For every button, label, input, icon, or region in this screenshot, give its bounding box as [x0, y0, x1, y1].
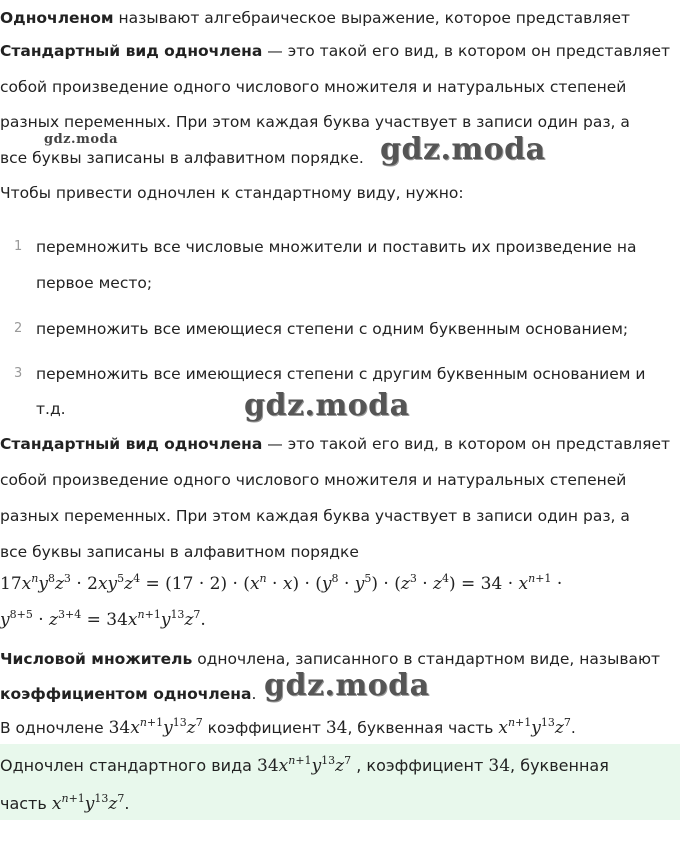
text-line: разных переменных. При этом каждая буква участвует в записи один раз, а: [0, 507, 630, 525]
term-monomial: Одночленом: [0, 9, 114, 27]
definition-standard-form: Стандартный вид одночлена — это такой его вид, в котором он представляет: [0, 42, 671, 60]
term-coefficient: коэффициентом одночлена: [0, 685, 252, 703]
text-line: разных переменных. При этом каждая буква участвует в записи один раз, а: [0, 113, 630, 131]
text-line: все буквы записаны в алфавитном порядке.: [0, 149, 364, 167]
text-line: Чтобы привести одночлен к стандартному виду, нужно:: [0, 184, 464, 202]
definition-monomial: Одночленом называют алгебраическое выражение, которое представляет: [0, 9, 631, 27]
definition-standard-form: Стандартный вид одночлена — это такой его вид, в котором он представляет: [0, 435, 671, 453]
text-line: собой произведение одного числового множителя и натуральных степеней: [0, 78, 627, 96]
summary-line-1: Одночлен стандартного вида $34x^{n+1}y^{13}z^7$ , коэффициент 34, буквенная: [0, 754, 609, 776]
list-number: 2: [14, 321, 23, 336]
list-number: 3: [14, 366, 23, 381]
definition-coefficient: Числовой множитель одночлена, записанного в стандартном виде, называют: [0, 650, 661, 668]
watermark: gdz.moda: [380, 132, 546, 167]
term-standard-form: Стандартный вид одночлена: [0, 42, 263, 60]
definition-coefficient-2: коэффициентом одночлена.: [0, 685, 257, 703]
text-line: собой произведение одного числового множителя и натуральных степеней: [0, 471, 627, 489]
watermark: gdz.moda: [264, 668, 430, 703]
formula-line-2: $y^{8+5} \cdot z^{3+4} = 34x^{n+1}y^{13}z^7$.: [0, 608, 206, 630]
watermark-small: gdz.moda: [44, 132, 119, 147]
list-number: 1: [14, 239, 23, 254]
watermark: gdz.moda: [244, 388, 410, 423]
term-numeric-factor: Числовой множитель: [0, 650, 193, 668]
summary-line-2: часть $x^{n+1}y^{13}z^7$.: [0, 792, 130, 814]
formula-line-1: $17x^ny^8z^3 \cdot 2xy^5z^4 = (17 \cdot 2) \cdot (x^n \cdot x) \cdot (y^8 \cdot y^5) \cdot (z^3 \cdot z^4) = 34 \cdot x^{n+1}$ ·: [0, 572, 563, 594]
example-line: В одночлене $34x^{n+1}y^{13}z^7$ коэффициент 34, буквенная часть $x^{n+1}y^{13}z^7$.: [0, 716, 576, 738]
text-line: все буквы записаны в алфавитном порядке: [0, 543, 359, 561]
